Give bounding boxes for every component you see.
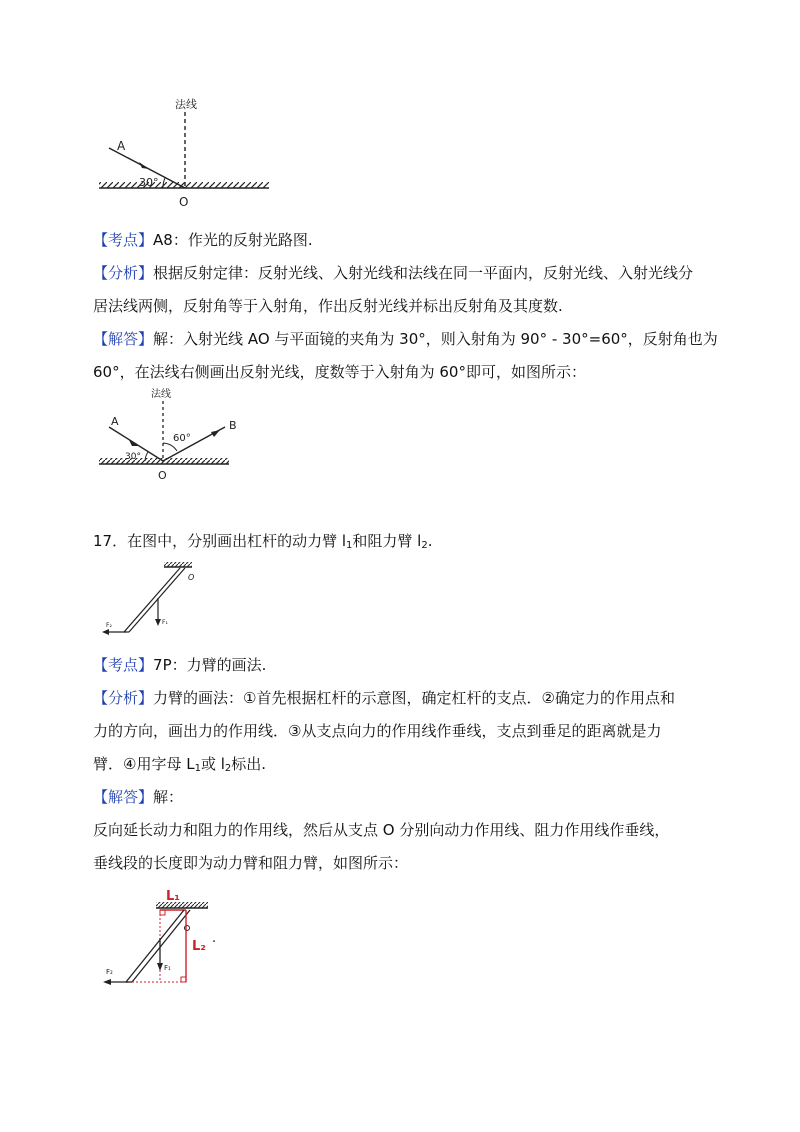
answer-row-2 (93, 852, 408, 874)
answer-line2: 垂线段的长度即为动力臂和阻力臂，如图所示： (93, 854, 409, 872)
figure-reflection (95, 385, 245, 485)
kaodian-tag-17: 【考点】 (93, 656, 154, 674)
force-f1-label-2: F₁ (164, 964, 171, 972)
fenxi-text-line1: 根据反射定律：反射光线、入射光线和法线在同一平面内，反射光线、入射光线分 (153, 264, 694, 282)
force-f2-arrow-icon-2 (103, 979, 111, 985)
answer-row-1 (93, 819, 669, 841)
figure-lever (98, 560, 208, 638)
kaodian-tag: 【考点】 (93, 231, 154, 249)
jieda-row-17 (93, 786, 183, 808)
lever-rod-a (124, 568, 180, 632)
point-label-o: O (179, 195, 189, 209)
fenxi-row (93, 262, 693, 284)
question-number: 17． (93, 532, 128, 550)
trailing-dot: . (212, 931, 217, 946)
jieda-row (93, 328, 718, 350)
fenxi-17-line2: 力的方向，画出力的作用线．③从支点向力的作用线作垂线，支点到垂足的距离就是力 (93, 722, 662, 740)
fenxi-row-17-3: 臂．④用字母 $L_1$或 $l_2$标出. (93, 755, 267, 774)
ray-label-b: B (229, 419, 237, 432)
figure-incident-ray (95, 92, 285, 212)
question-17: 17．在图中，分别画出杠杆的动力臂 $l_1$和阻力臂 $l_2$. (93, 532, 433, 551)
force-f2-label: F₂ (106, 622, 112, 629)
ray-label-a: A (117, 139, 126, 153)
angle-label-30: 30° (125, 452, 141, 462)
l2-label: L₂ (192, 939, 206, 954)
force-f1-label: F₁ (162, 619, 168, 626)
force-f1-arrow-icon-2 (157, 963, 163, 971)
lever-rod-b-2 (132, 910, 190, 982)
force-f2-arrow-icon (102, 629, 109, 635)
fenxi-text-line2: 居法线两侧，反射角等于入射角，作出反射光线并标出反射角及其度数. (93, 297, 563, 315)
figure-lever-arms (98, 888, 238, 998)
force-f1-arrow-icon (155, 619, 161, 626)
pivot-point-icon (185, 926, 190, 931)
fenxi-tag-17: 【分析】 (93, 689, 154, 707)
angle-label-60: 60° (173, 433, 191, 444)
pivot-label: O (188, 573, 195, 582)
reflected-arrow-icon (211, 430, 220, 437)
jieda-tag-17: 【解答】 (93, 788, 154, 806)
fenxi-row-17-2 (93, 720, 661, 742)
kaodian-text-17: 7P：力臂的画法. (153, 656, 267, 674)
fenxi-row-17 (93, 687, 675, 709)
jieda-text-line2: 60°，在法线右侧画出反射光线，度数等于入射角为 60°即可，如图所示： (93, 363, 586, 381)
normal-label: 法线 (175, 98, 197, 111)
angle-label: 30° (139, 176, 159, 189)
l2-right-angle (181, 977, 186, 982)
jieda-17-text: 解： (153, 788, 184, 806)
ceiling-hatch (164, 562, 192, 567)
l1-label: L₁ (166, 889, 180, 904)
angle-arc-60 (163, 443, 177, 451)
kaodian-text: A8：作光的反射光路图. (153, 231, 313, 249)
point-label-o-2: O (158, 469, 167, 482)
fenxi-row-2 (93, 295, 563, 317)
normal-label-2: 法线 (151, 389, 171, 400)
lever-rod-a-2 (126, 910, 184, 982)
ceiling-hatch-2 (156, 902, 208, 908)
fenxi-tag: 【分析】 (93, 264, 154, 282)
l1-right-angle (160, 910, 165, 915)
jieda-tag: 【解答】 (93, 330, 154, 348)
force-f2-label-2: F₂ (106, 968, 113, 976)
fenxi-17-line1: 力臂的画法：①首先根据杠杆的示意图，确定杠杆的支点．②确定力的作用点和 (153, 689, 675, 707)
answer-line1: 反向延长动力和阻力的作用线，然后从支点 O 分别向动力作用线、阻力作用线作垂线， (93, 821, 670, 839)
kaodian-row-17 (93, 654, 266, 676)
jieda-row-2 (93, 361, 586, 383)
ray-label-a-2: A (111, 415, 119, 428)
jieda-text-line1: 解：入射光线 AO 与平面镜的夹角为 30°，则入射角为 90° - 30°=60°，反射角也为 (153, 330, 718, 348)
kaodian-row (93, 229, 313, 251)
